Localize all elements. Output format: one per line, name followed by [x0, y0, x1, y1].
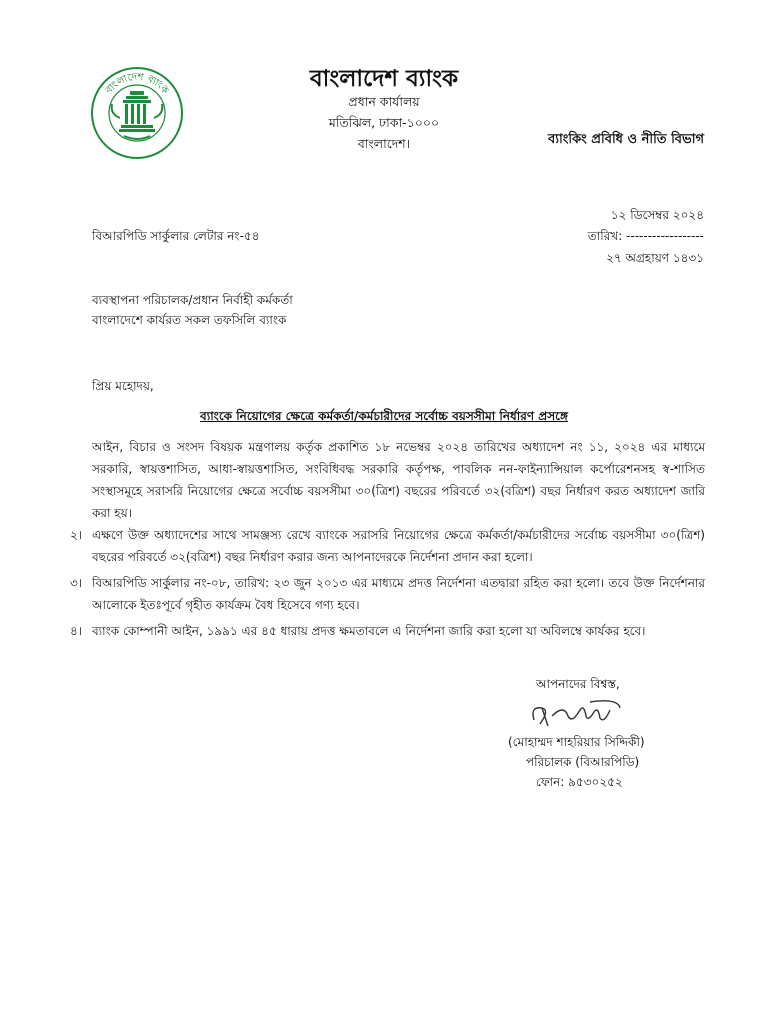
list-item-number: ২। — [70, 528, 83, 542]
date-english: ১২ ডিসেম্বর ২০২৪ — [610, 208, 704, 222]
signatory-phone: ফোন: ৯৫৩০২৫২ — [536, 775, 623, 789]
department-name: ব্যাংকিং প্রবিধি ও নীতি বিভাগ — [548, 132, 704, 147]
list-item-text: ব্যাংক কোম্পানী আইন, ১৯৯১ এর ৪৫ ধারায় প্রদত্ত ক্ষমতাবলে এ নির্দেশনা জারি করা হলো যা অবিলম্বে কার্যকর হবে। — [92, 624, 646, 638]
addressee-line-1: ব্যবস্থাপনা পরিচালক/প্রধান নির্বাহী কর্মকর্তা — [92, 293, 293, 307]
signatory-name: (মোহাম্মদ শাহরিয়ার সিদ্দিকী) — [508, 735, 645, 749]
list-item — [70, 524, 705, 568]
list-item-number: ৩। — [70, 576, 83, 590]
office-name: প্রধান কার্যালয় — [348, 94, 420, 109]
date-bangla: ২৭ অগ্রহায়ণ ১৪৩১ — [606, 251, 704, 265]
handwritten-signature — [528, 694, 628, 734]
date-label: তারিখ: ------------------ — [587, 229, 704, 243]
office-country: বাংলাদেশ। — [357, 136, 411, 151]
signatory-designation: পরিচালক (বিআরপিডি) — [526, 755, 640, 769]
office-location: মতিঝিল, ঢাকা-১০০০ — [328, 115, 440, 130]
addressee-line-2: বাংলাদেশে কার্যরত সকল তফসিলি ব্যাংক — [92, 313, 287, 327]
list-item-text: এক্ষণে উক্ত অধ্যাদেশের সাথে সামঞ্জস্য রেখে ব্যাংকে সরাসরি নিয়োগের ক্ষেত্রে কর্মকর্তা/কর্মচারীদের সর্বোচ্চ বয়সসীমা ৩০(ত্রিশ) বছরের পরিবর্তে ৩২(বত্রিশ) বছর নির্ধারণ করার জন্য আপনাদেরকে নির্দেশনা প্রদান করা হলো। — [92, 528, 705, 564]
salutation: প্রিয় মহোদয়, — [92, 379, 154, 393]
circular-number: বিআরপিডি সার্কুলার লেটার নং-৫৪ — [92, 229, 260, 243]
list-item-text: বিআরপিডি সার্কুলার নং-০৮, তারিখ: ২৩ জুন ২০১৩ এর মাধ্যমে প্রদত্ত নির্দেশনা এতদ্বারা রহিত করা হলো। তবে উক্ত নির্দেশনার আলোকে ইতঃপূর্বে গৃহীত কার্যক্রম বৈধ হিসেবে গণ্য হবে। — [92, 576, 705, 612]
closing: আপনাদের বিশ্বস্ত, — [536, 677, 620, 691]
subject-line: ব্যাংকে নিয়োগের ক্ষেত্রে কর্মকর্তা/কর্মচারীদের সর্বোচ্চ বয়সসীমা নির্ধারণ প্রসঙ্গে — [200, 409, 568, 423]
bank-name: বাংলাদেশ ব্যাংক — [309, 66, 459, 92]
logo-text: বাংলাদেশ ব্যাংক — [103, 71, 171, 97]
list-item — [70, 572, 705, 616]
body-paragraph-1: আইন, বিচার ও সংসদ বিষয়ক মন্ত্রণালয় কর্তৃক প্রকাশিত ১৮ নভেম্বর ২০২৪ তারিখের অধ্যাদেশ নং ১১, ২০২৪ এর মাধ্যমে সরকারি, স্বায়ত্তশাসিত, আধা-স্বায়ত্তশাসিত, সংবিধিবদ্ধ সরকারি কর্তৃপক্ষ, পাবলিক নন-ফাইন্যান্সিয়াল কর্পোরেশনসহ স্ব-শাসিত সংস্থাসমূহে সরাসরি নিয়োগের ক্ষেত্রে সর্বোচ্চ বয়সসীমা ৩০(ত্রিশ) বছরের পরিবর্তে ৩২(বত্রিশ) বছর নির্ধারণ করত অধ্যাদেশ জারি করা হয়। — [92, 440, 705, 520]
list-item-number: ৪। — [70, 624, 83, 638]
list-item — [70, 620, 705, 642]
